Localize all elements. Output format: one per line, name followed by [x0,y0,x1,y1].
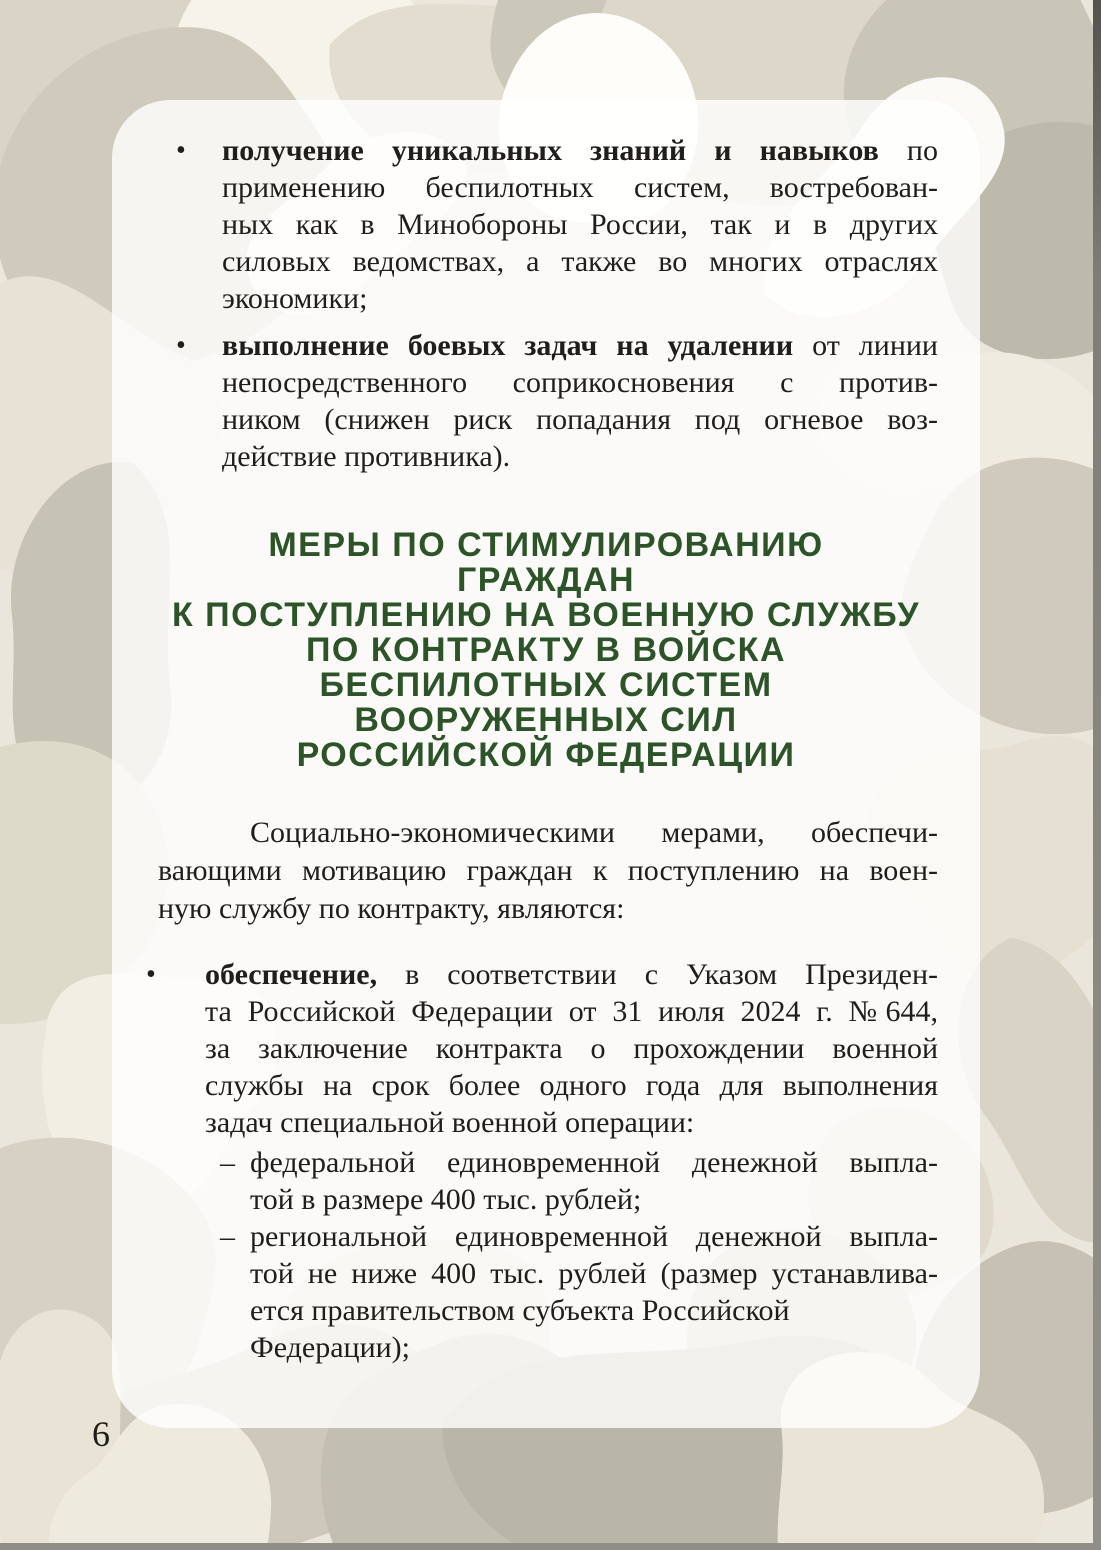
benefit-item-remote-tasks [112,327,938,475]
text-line: ных как в Минобороны России, так и в других [222,208,938,241]
benefit-lead-rest: по [878,134,938,167]
text-line [205,956,938,993]
bullet-marker-icon: • [146,959,156,990]
payment-text: федеральной единовременной денежной выпла- [250,1146,938,1179]
benefits-list [112,132,938,475]
page-edge-right [1093,0,1101,1550]
benefit-lead: выполнение боевых задач на удалении [222,329,794,362]
heading-line: БЕСПИЛОТНЫХ СИСТЕМ [319,666,773,704]
content-card [112,100,980,1428]
benefit-item-knowledge [112,132,938,317]
provision-lead: обеспечение, [205,958,378,991]
heading-line: МЕРЫ ПО СТИМУЛИРОВАНИЮ [268,526,824,564]
section-heading [112,528,980,773]
payment-text: региональной единовременной денежной выпла- [250,1220,938,1253]
text-line [220,1218,938,1255]
heading-line: ПО КОНТРАКТУ В ВОЙСКА [305,631,786,669]
text-line: Федерации); [250,1331,411,1364]
payment-regional [220,1218,938,1366]
text-line: Социально-экономическими мерами, обеспечи- [250,816,938,849]
text-line: та Российской Федерации от 31 июля 2024 г. №644, [205,995,938,1028]
text-line: ется правительством субъекта Российской [250,1294,790,1327]
heading-line: ГРАЖДАН [456,561,636,599]
text-line [222,132,938,169]
text-line [222,327,938,364]
text-line: той не ниже 400 тыс. рублей (размер устанавлива- [250,1257,938,1290]
text-line: вающими мотивацию граждан к поступлению на воен- [158,854,938,887]
text-line [220,1144,938,1181]
text-line: силовых ведомствах, а также во многих отраслях [222,245,938,278]
text-line: действие противника). [222,440,511,473]
benefit-lead: получение уникальных знаний и навыков [222,134,879,167]
provision-lead-rest: в соответствии с Указом Президен- [377,958,938,991]
payments-list [220,1144,938,1366]
page-number: 6 [92,1414,110,1454]
benefit-lead-rest: от линии [793,329,938,362]
dash-marker-icon: – [220,1220,235,1253]
bullet-marker-icon: • [176,330,186,361]
text-line: ную службу по контракту, являются: [158,892,625,925]
text-line: экономики; [222,282,368,315]
heading-line: РОССИЙСКОЙ ФЕДЕРАЦИИ [296,736,796,774]
text-line: непосредственного соприкосновения с против- [222,366,938,399]
text-line: ником (снижен риск попадания под огневое воз- [222,403,938,436]
intro-paragraph [158,814,938,928]
text-line: задач специальной военной операции: [205,1106,695,1139]
dash-marker-icon: – [220,1146,235,1179]
text-line: применению беспилотных систем, востребован- [222,171,938,204]
provision-bullet [112,956,938,1141]
text-line: службы на срок более одного года для выполнения [205,1069,938,1102]
heading-line: К ПОСТУПЛЕНИЮ НА ВОЕННУЮ СЛУЖБУ [171,596,920,634]
bullet-marker-icon: • [176,135,186,166]
text-line: за заключение контракта о прохождении военной [205,1032,938,1065]
payment-federal [220,1144,938,1218]
page-edge-bottom [0,1543,1101,1550]
text-line: той в размере 400 тыс. рублей; [250,1183,642,1216]
provision-body [112,956,938,1141]
heading-line: ВООРУЖЕННЫХ СИЛ [354,701,738,739]
